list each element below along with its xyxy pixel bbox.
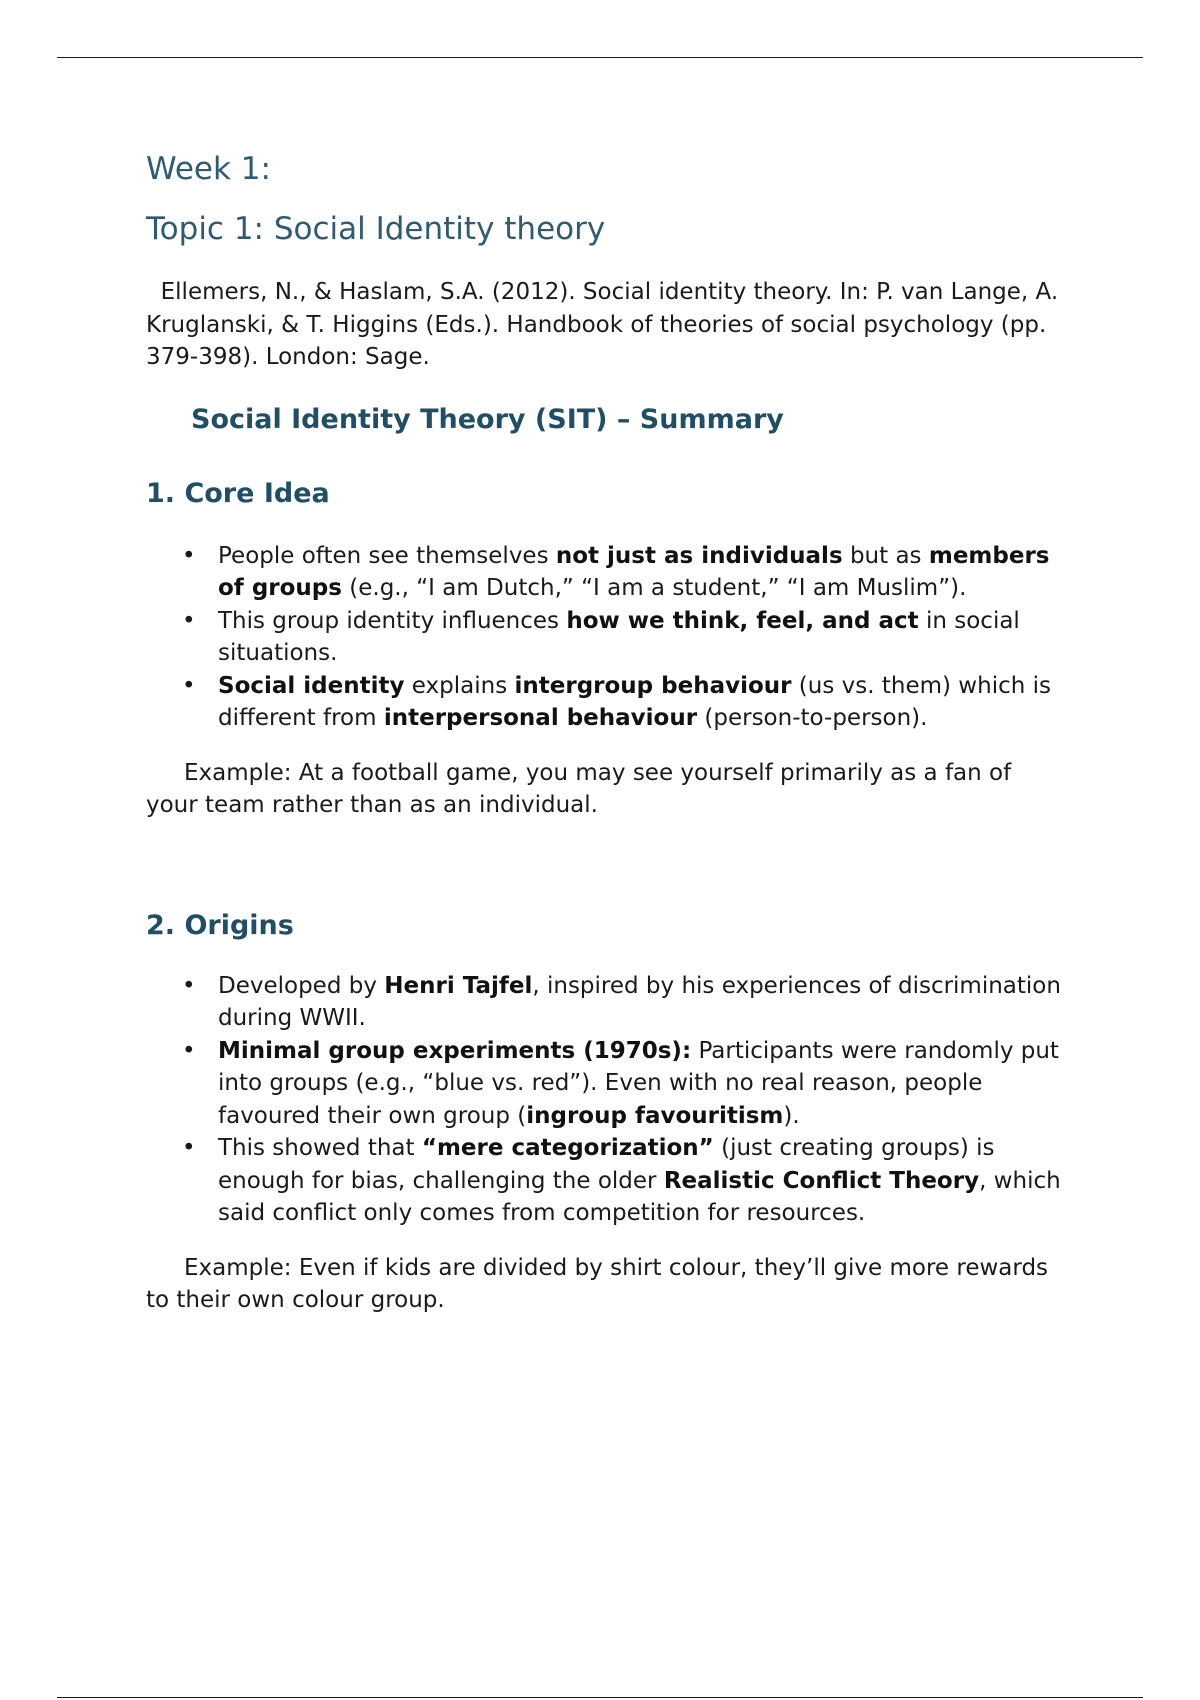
bold-text: ingroup favouritism <box>526 1102 784 1129</box>
header-rule <box>57 57 1143 58</box>
bold-text: Minimal group experiments (1970s): <box>218 1037 692 1064</box>
text-run: This showed that <box>218 1135 422 1161</box>
list-item <box>146 605 1066 670</box>
text-run: in social situations. <box>218 607 1020 666</box>
bold-text: Realistic Conflict Theory <box>663 1167 980 1194</box>
topic-heading: Topic 1: Social Identity theory <box>146 211 606 247</box>
bold-text: not just as individuals <box>555 542 843 569</box>
bullet-icon: • <box>182 542 196 569</box>
core-idea-list <box>146 540 1066 735</box>
text-run: (e.g., “I am Dutch,” “I am a student,” “I am Muslim”). <box>341 575 967 601</box>
document-body <box>146 150 1066 1317</box>
text-run: This group identity influences <box>218 607 567 634</box>
list-item <box>146 1132 1066 1230</box>
bold-text: “mere categorization” <box>421 1135 714 1161</box>
text-run: People often see themselves <box>218 542 556 569</box>
origins-list <box>146 970 1066 1230</box>
text-run: explains <box>404 672 515 699</box>
reference-text: Ellemers, N., & Haslam, S.A. (2012). Social identity theory. In: P. van Lange, A. Kruglanski, & T. Higgins (Eds.). Handbook of theories of social psychology (pp. 379-398). London: Sage. <box>146 279 1059 370</box>
bold-text: interpersonal behaviour <box>383 705 698 731</box>
text-run: but as <box>842 542 929 569</box>
bold-text: Henri Tajfel <box>384 972 533 999</box>
bold-text: how we think, feel, and act <box>566 607 919 634</box>
list-item <box>146 1035 1066 1133</box>
text-run: (person-to-person). <box>697 705 928 731</box>
text-run: (us vs. them) which is different from <box>218 672 1051 731</box>
bold-text: Social identity <box>218 672 405 699</box>
summary-title: Social Identity Theory (SIT) – Summary <box>191 403 784 435</box>
text-run: ). <box>783 1102 800 1129</box>
list-item <box>146 970 1066 1035</box>
bullet-icon: • <box>182 972 196 999</box>
text-run: , inspired by his experiences of discrimination during WWII. <box>218 972 1061 1031</box>
list-item <box>146 540 1066 605</box>
section-2-title: 2. Origins <box>146 909 294 941</box>
footer-rule <box>57 1697 1143 1698</box>
text-run: , which said conflict only comes from competition for resources. <box>218 1167 1061 1226</box>
bullet-icon: • <box>182 1037 196 1064</box>
text-run: Developed by <box>218 972 385 999</box>
bold-text: members of groups <box>218 542 1050 601</box>
week-heading: Week 1: <box>146 151 271 187</box>
bold-text: intergroup behaviour <box>514 672 792 699</box>
bullet-icon: • <box>182 607 196 634</box>
text-run: (just creating groups) is enough for bias, challenging the older <box>218 1135 995 1194</box>
bullet-icon: • <box>182 1135 196 1161</box>
list-item <box>146 670 1066 735</box>
reference-citation <box>146 276 1066 374</box>
bullet-icon: • <box>182 672 196 699</box>
section-1-title: 1. Core Idea <box>146 477 330 509</box>
text-run: Participants were randomly put into groups (e.g., “blue vs. red”). Even with no real reason, people favoured their own group ( <box>218 1037 1059 1129</box>
core-idea-example: Example: At a football game, you may see yourself primarily as a fan of your team rather than as an individual. <box>146 759 1012 818</box>
origins-example: Example: Even if kids are divided by shirt colour, they’ll give more rewards to their own colour group. <box>146 1254 1049 1313</box>
